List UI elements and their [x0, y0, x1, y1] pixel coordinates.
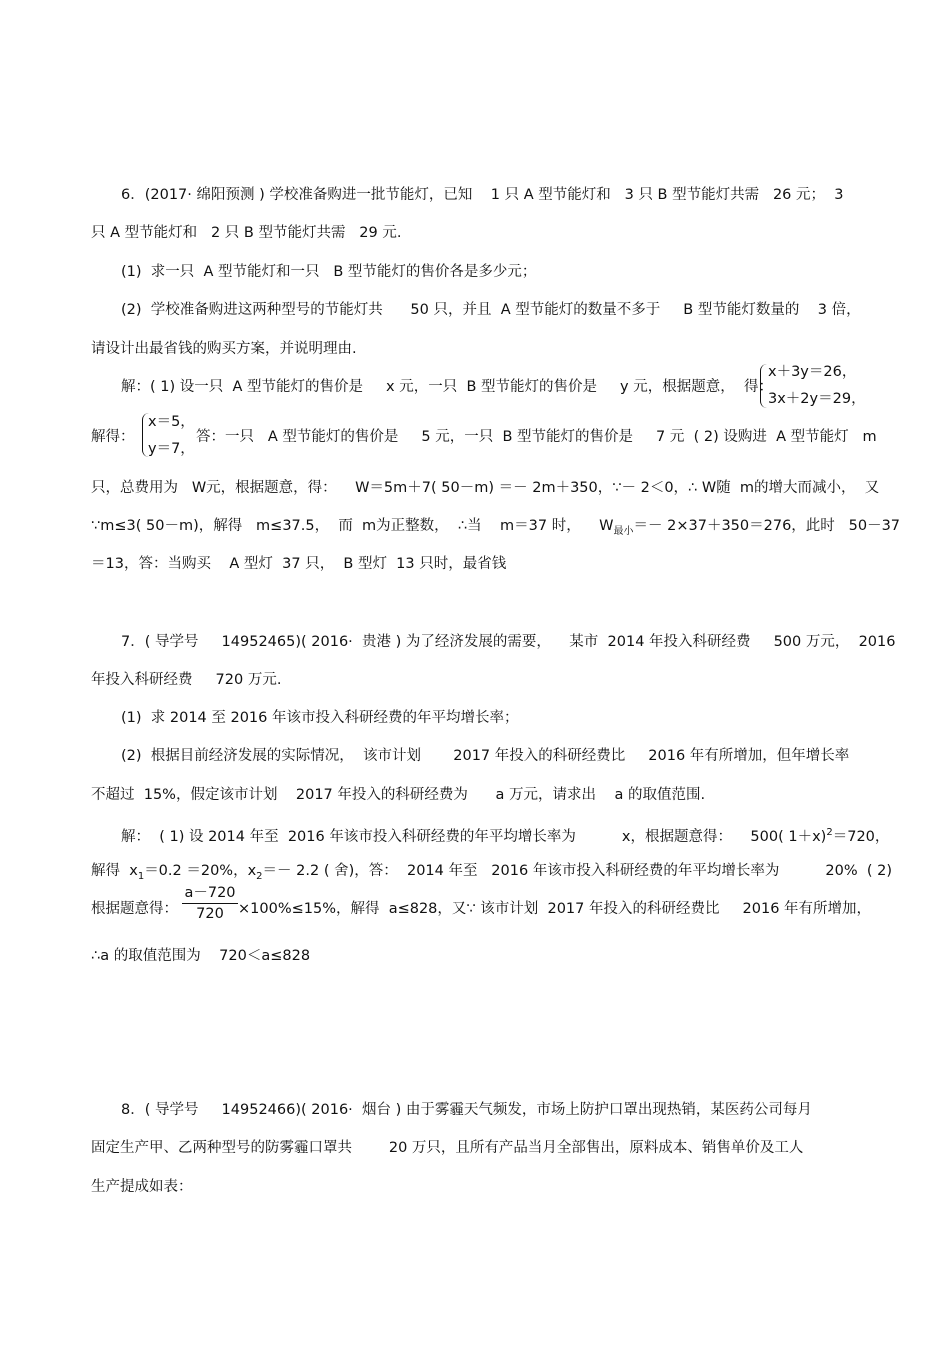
q6-solution-line4: ∵m≤3( 50－m)，解得 m≤37.5， 而 m为正整数， ∴当 m＝37 时， $W_{最小}=- 2\times 37+350=276$，此时 50－37 [91, 518, 901, 537]
q8-stem-line3: 生产提成如表： [91, 1179, 193, 1195]
equation-1a: x＋3y＝26， [768, 364, 857, 380]
q6-part1: (1) 求一只 A 型节能灯和一只 B 型节能灯的售价各是多少元； [121, 264, 537, 280]
q8-stem-line2: 固定生产甲、乙两种型号的防雾霾口罩共 20 万只，且所有产品当月全部售出，原料成本、销售单价及工人 [91, 1140, 804, 1156]
q7-solution-line2: 解得 $x_1=0.2 =20\%$，$x_2=- 2.2$ ( 舍)，答： 2014 年至 2016 年该市投入科研经费的年平均增长率为 20% ( 2) [91, 863, 892, 882]
q6-stem-line1: 6．(2017· 绵阳预测 ) 学校准备购进一批节能灯，已知 1 只 A 型节能灯和 3 只 B 型节能灯共需 26 元； 3 [121, 187, 844, 203]
q7-solution-line1: 解： ( 1) 设 2014 年至 2016 年该市投入科研经费的年平均增长率为 x，根据题意得： 500( 1＋x)$^2$＝720， [121, 827, 890, 845]
q6-solution-line3: 只，总费用为 W元，根据题意，得： W＝5m＋7( 50－m) ＝－ 2m＋350，∵－ 2＜0，∴ W随 m的增大而减小， 又 [91, 480, 880, 496]
equation-2a: x＝5， [148, 414, 195, 430]
q8-stem-line1: 8．( 导学号 14952466)( 2016· 烟台 ) 由于雾霾天气频发，市场上防护口罩出现热销，某医药公司每月 [121, 1102, 812, 1118]
q7-part2-cont: 不超过 15%，假定该市计划 2017 年投入的科研经费为 a 万元，请求出 a 的取值范围. [91, 787, 706, 803]
q7-part1: (1) 求 2014 至 2016 年该市投入科研经费的年平均增长率； [121, 710, 519, 726]
q6-solution-line2: 答：一只 A 型节能灯的售价是 5 元，一只 B 型节能灯的售价是 7 元 ( 2) 设购进 A 型节能灯 m [196, 429, 877, 445]
q7-stem-line1: 7．( 导学号 14952465)( 2016· 贵港 ) 为了经济发展的需要， 某市 2014 年投入科研经费 500 万元， 2016 [121, 634, 896, 650]
q6-part2-cont: 请设计出最省钱的购买方案，并说明理由. [91, 341, 357, 357]
equation-1b: 3x＋2y＝29， [768, 391, 866, 407]
q6-solution-line5: ＝13，答：当购买 A 型灯 37 只， B 型灯 13 只时，最省钱 [91, 556, 507, 572]
q7-solution-line3-label: 根据题意得： [91, 901, 178, 917]
q6-stem-line2: 只 A 型节能灯和 2 只 B 型节能灯共需 29 元. [91, 225, 402, 241]
fraction-bar [182, 903, 238, 904]
fraction [182, 884, 238, 923]
fraction-numerator: a－720 [184, 885, 236, 901]
q7-solution-line4: ∴a 的取值范围为 720＜a≤828 [91, 948, 311, 964]
equation-2b: y＝7， [148, 441, 195, 457]
fraction-denominator: 720 [196, 906, 224, 922]
q6-part2: (2) 学校准备购进这两种型号的节能灯共 50 只，并且 A 型节能灯的数量不多于 B 型节能灯数量的 3 倍， [121, 302, 861, 318]
q6-solution-line1: 解：( 1) 设一只 A 型节能灯的售价是 x 元，一只 B 型节能灯的售价是 y 元，根据题意， 得： [121, 379, 773, 395]
q7-part2: (2) 根据目前经济发展的实际情况， 该市计划 2017 年投入的科研经费比 2016 年有所增加，但年增长率 [121, 748, 850, 764]
q7-stem-line2: 年投入科研经费 720 万元. [91, 672, 282, 688]
q7-solution-line3: ×100%≤15%，解得 a≤828，又∵ 该市计划 2017 年投入的科研经费比 2016 年有所增加， [238, 901, 872, 917]
q6-solved-label: 解得： [91, 429, 135, 445]
